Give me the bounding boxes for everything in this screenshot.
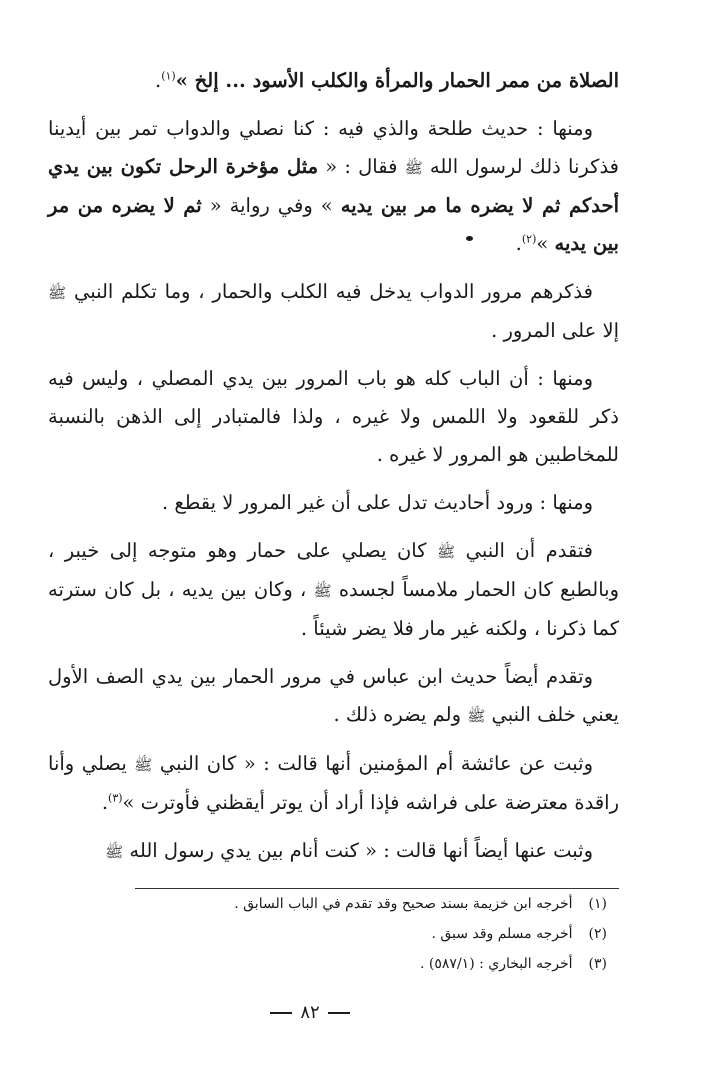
salawat-glyph: ﷺ: [467, 707, 486, 725]
salawat-glyph: ﷺ: [313, 582, 332, 600]
bold-text: مثل مؤخرة الرحل تكون بين يدي أحدكم ثم لا يضره ما مر بين يديه: [48, 155, 619, 217]
page-number-value: ٨٢: [300, 1002, 320, 1023]
text-run: وثبت عن عائشة أم المؤمنين أنها قالت : « كان النبي: [152, 752, 593, 775]
footnote-ref: (١): [161, 69, 176, 83]
paragraph-p8: [48, 832, 619, 871]
footnote-ref: (٣): [108, 791, 123, 805]
salawat-glyph: ﷺ: [134, 756, 153, 774]
text-run: كان يصلي على حمار وهو متوجه إلى خيبر ، وبالطبع كان الحمار ملامساً لجسده: [48, 539, 619, 601]
text-run: .: [515, 232, 522, 255]
paragraph-list: [48, 62, 619, 871]
paragraph-p0: [48, 62, 619, 100]
paragraph-p4: [48, 484, 619, 522]
text-run: إلا على المرور .: [491, 319, 619, 342]
paragraph-p5: [48, 532, 619, 648]
footnote-text: أخرجه ابن خزيمة بسند صحيح وقد تقدم في الباب السابق .: [234, 896, 573, 912]
dash-left: [328, 1012, 350, 1014]
text-run: ولم يضره ذلك .: [333, 703, 468, 726]
text-run: .: [154, 69, 162, 92]
salawat-glyph: ﷺ: [105, 843, 124, 861]
dash-right: [270, 1012, 292, 1014]
salawat-glyph: ﷺ: [436, 543, 456, 561]
paragraph-p7: [48, 745, 619, 822]
text-run: فقال : «: [318, 155, 405, 178]
text-run: ، وكان بين يديه ، بل كان سترته كما ذكرنا ، ولكنه غير مار فلا يضر شيئاً .: [48, 578, 619, 640]
salawat-glyph: ﷺ: [404, 159, 423, 177]
footnotes: [135, 888, 619, 979]
text-run: ومنها : أن الباب كله هو باب المرور بين يدي المصلي ، وليس فيه ذكر للقعود ولا اللمس ولا غيره ، ولذا فالمتبادر إلى الذهن بالنسبة للمخاطبين هو المرور لا غيره .: [48, 367, 619, 466]
text-run: »: [536, 232, 555, 255]
text-run: وتقدم أيضاً حديث ابن عباس في مرور الحمار بين يدي الصف الأول يعني خلف النبي: [48, 665, 619, 726]
text-run: فذكرهم مرور الدواب يدخل فيه الكلب والحمار ، وما تكلم النبي: [66, 280, 593, 303]
footnote-number: (٣): [588, 956, 607, 972]
text-run: يصلي وأنا راقدة معترضة على فراشه فإذا أراد أن يوتر أيقظني فأوترت »: [48, 752, 619, 814]
footnote-2: [135, 919, 619, 949]
text-run: وثبت عنها أيضاً أنها قالت : « كنت أنام بين يدي رسول الله: [123, 839, 593, 862]
text-run: ومنها : ورود أحاديث تدل على أن غير المرور لا يقطع .: [162, 491, 593, 514]
footnote-ref: (٢): [521, 232, 537, 246]
paragraph-p2: [48, 273, 619, 350]
ink-speck: [466, 236, 473, 241]
footnote-number: (١): [588, 896, 607, 912]
paragraph-p3: [48, 360, 619, 474]
page-body: [48, 62, 619, 881]
footnote-3: [135, 949, 619, 979]
text-run: ومنها : حديث طلحة والذي فيه : كنا نصلي والدواب تمر بين أيدينا فذكرنا ذلك لرسول الله: [48, 117, 619, 178]
footnote-text: أخرجه مسلم وقد سبق .: [431, 926, 573, 942]
text-run: .: [101, 791, 109, 814]
paragraph-p1: [48, 110, 619, 263]
paragraph-p6: [48, 658, 619, 735]
page-number: [0, 1002, 620, 1023]
salawat-glyph: ﷺ: [48, 284, 67, 302]
bold-text: ثم لا يضره من مر بين يديه: [48, 194, 619, 255]
bold-text: الصلاة من ممر الحمار والمرأة والكلب الأسود ... إلخ »: [175, 69, 619, 92]
footnote-number: (٢): [588, 926, 607, 942]
text-run: فتقدم أن النبي: [455, 539, 593, 562]
text-run: » وفي رواية «: [201, 194, 341, 217]
footnote-text: أخرجه البخاري : (٥٨٧/١) .: [420, 956, 573, 972]
footnote-1: [135, 889, 619, 919]
